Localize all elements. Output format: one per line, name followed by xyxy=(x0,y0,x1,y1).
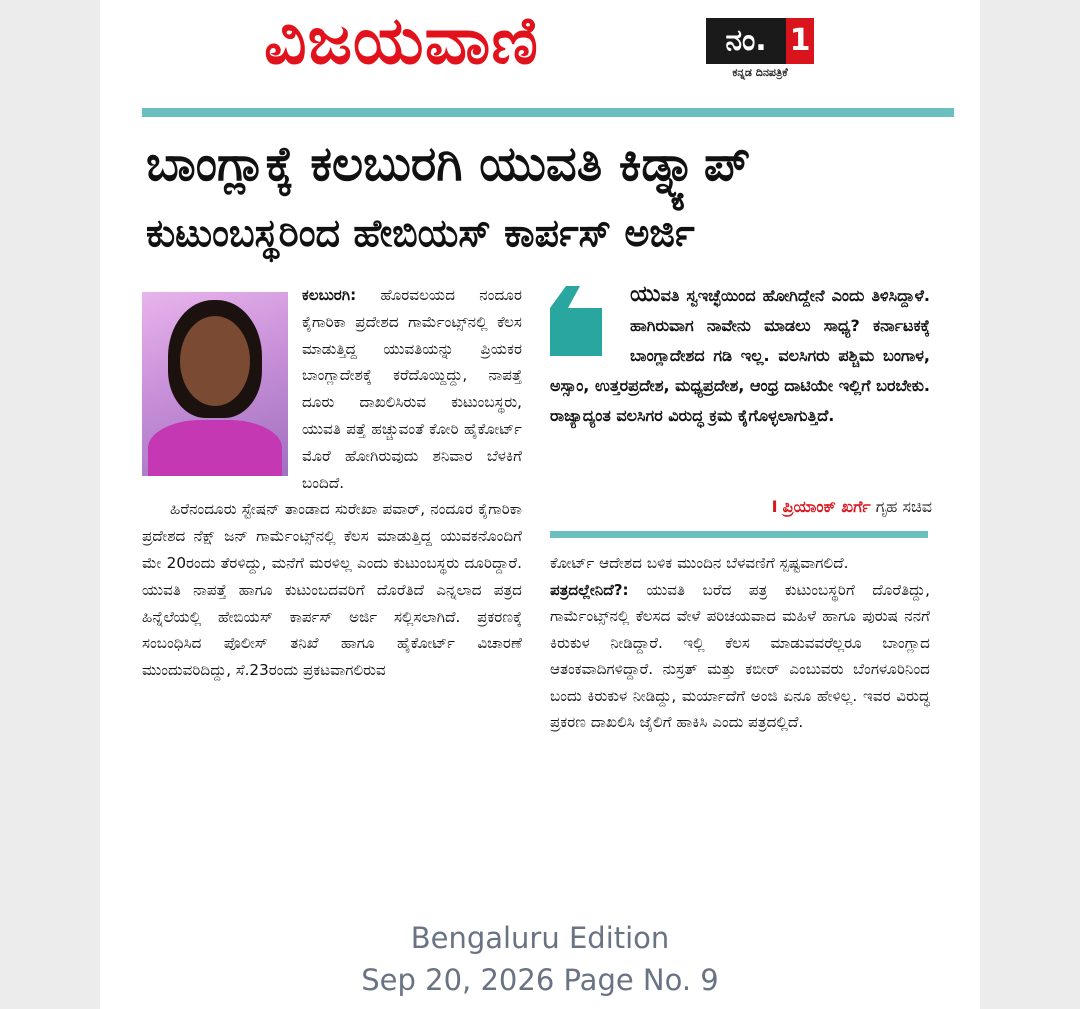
quote-text: ವತಿ ಸ್ವಇಚ್ಛೆಯಿಂದ ಹೋಗಿದ್ದೇನೆ ಎಂದು ತಿಳಿಸಿದ್ದಾಳೆ. ಹಾಗಿರುವಾಗ ನಾವೇನು ಮಾಡಲು ಸಾಧ್ಯ? ಕರ್ನಾಟಕಕ್ಕೆ ಬಾಂಗ್ಲಾದೇಶದ ಗಡಿ ಇಲ್ಲ. ವಲಸಿಗರು ಪಶ್ಚಿಮ ಬಂಗಾಳ, ಅಸ್ಸಾಂ, ಉತ್ತರಪ್ರದೇಶ, ಮಧ್ಯಪ್ರದೇಶ, ಆಂಧ್ರ ದಾಟಿಯೇ ಇಲ್ಲಿಗೆ ಬರಬೇಕು. ರಾಜ್ಯಾದ್ಯಂತ ವಲಸಿಗರ ವಿರುದ್ಧ ಕ್ರಮ ಕೈಗೊಳ್ಳಲಾಗುತ್ತಿದೆ. xyxy=(550,286,930,425)
article-headline: ಬಾಂಗ್ಲಾಕ್ಕೆ ಕಲಬುರಗಿ ಯುವತಿ ಕಿಡ್ನ್ಯಾಪ್ xyxy=(146,136,751,192)
dateline: ಕಲಬುರಗಿ: xyxy=(302,286,357,304)
badge-kannada: ನಂ. xyxy=(706,18,786,64)
paragraph-3: ಕೋರ್ಟ್ ಆದೇಶದ ಬಳಿಕ ಮುಂದಿನ ಬೆಳವಣಿಗೆ ಸ್ಪಷ್ಟವಾಗಲಿದೆ. xyxy=(550,554,849,572)
attribution-bar: I xyxy=(771,497,778,516)
paragraph-2: ಹಿರೆನಂದೂರು ಸ್ಟೇಷನ್ ತಾಂಡಾದ ಸುರೇಖಾ ಪವಾರ್, ನಂದೂರ ಕೈಗಾರಿಕಾ ಪ್ರದೇಶದ ನೆಕ್ಷ್ ಜನ್ ಗಾರ್ಮೆಂಟ್ಸ್‌ನಲ್ಲಿ ಕೆಲಸ ಮಾಡುತ್ತಿದ್ದ ಯುವಕನೊಂದಿಗೆ ಮೇ 20ರಂದು ತೆರಳಿದ್ದು, ಮನೆಗೆ ಮರಳಿಲ್ಲ ಎಂದು ಕುಟುಂಬಸ್ಥರು ದೂರಿದ್ದಾರೆ. ಯುವತಿ ನಾಪತ್ತೆ ಹಾಗೂ ಕುಟುಂಬದವರಿಗೆ ದೊರೆತಿದೆ ಎನ್ನಲಾದ ಪತ್ರದ ಹಿನ್ನೆಲೆಯಲ್ಲಿ ಹೇಬಿಯಸ್ ಕಾರ್ಪಸ್ ಅರ್ಜಿ ಸಲ್ಲಿಸಲಾಗಿದೆ. ಪ್ರಕರಣಕ್ಕೆ ಸಂಬಂಧಿಸಿದ ಪೊಲೀಸ್ ತನಿಖೆ ಹಾಗೂ ಹೈಕೋರ್ಟ್ ವಿಚಾರಣೆ ಮುಂದುವರಿದಿದ್ದು, ಸೆ.23ರಂದು ಪ್ರಕಟವಾಗಲಿರುವ xyxy=(142,500,522,680)
right-column xyxy=(550,550,930,885)
photo-face xyxy=(180,316,250,406)
number-one-badge xyxy=(706,18,814,80)
edition-label: Bengaluru Edition xyxy=(410,921,670,955)
paragraph-4: ಯುವತಿ ಬರೆದ ಪತ್ರ ಕುಟುಂಬಸ್ಥರಿಗೆ ದೊರೆತಿದ್ದು, ಗಾರ್ಮೆಂಟ್ಸ್‌ನಲ್ಲಿ ಕೆಲಸದ ವೇಳೆ ಪರಿಚಯವಾದ ಮಹಿಳೆ ಹಾಗೂ ಪುರುಷ ನನಗೆ ಕಿರುಕುಳ ನೀಡಿದ್ದಾರೆ. ಇಲ್ಲಿ ಕೆಲಸ ಮಾಡುವವರೆಲ್ಲರೂ ಬಾಂಗ್ಲಾದ ಆತಂಕವಾದಿಗಳಿದ್ದಾರೆ. ನುಸ್ರತ್ ಮತ್ತು ಕಬೀರ್ ಎಂಬುವರು ಬೆಂಗಳೂರಿನಿಂದ ಬಂದು ಕಿರುಕುಳ ನೀಡಿದ್ದು, ಮರ್ಯಾದೆಗೆ ಅಂಜಿ ಏನೂ ಹೇಳಿಲ್ಲ. ಇವರ ವಿರುದ್ಧ ಪ್ರಕರಣ ದಾಖಲಿಸಿ ಜೈಲಿಗೆ ಹಾಕಿಸಿ ಎಂದು ಪತ್ರದಲ್ಲಿದೆ. xyxy=(550,580,930,731)
top-divider xyxy=(142,108,954,117)
quote-divider xyxy=(550,531,928,538)
date-page-label: Sep 20, 2026 Page No. 9 xyxy=(361,963,719,997)
masthead-logo: ವಿಜಯವಾಣಿ xyxy=(264,2,540,79)
paragraph-1: ಹೊರವಲಯದ ನಂದೂರ ಕೈಗಾರಿಕಾ ಪ್ರದೇಶದ ಗಾರ್ಮೆಂಟ್ಸ್‌ನಲ್ಲಿ ಕೆಲಸ ಮಾಡುತ್ತಿದ್ದ ಯುವತಿಯನ್ನು ಪ್ರಿಯಕರ ಬಾಂಗ್ಲಾದೇಶಕ್ಕೆ ಕರೆದೊಯ್ದಿದ್ದು, ನಾಪತ್ತೆ ದೂರು ದಾಖಲಿಸಿರುವ ಕುಟುಂಬಸ್ಥರು, ಯುವತಿ ಪತ್ತೆ ಹಚ್ಚುವಂತೆ ಕೋರಿ ಹೈಕೋರ್ಟ್ ಮೊರೆ ಹೋಗಿರುವುದು ಶನಿವಾರ ಬೆಳಕಿಗೆ ಬಂದಿದೆ. xyxy=(302,286,522,492)
portrait-photo xyxy=(142,292,288,476)
article-subhead: ಕುಟುಂಬಸ್ಥರಿಂದ ಹೇಬಿಯಸ್ ಕಾರ್ಪಸ್ ಅರ್ಜಿ xyxy=(146,211,695,255)
quote-attribution xyxy=(660,494,932,520)
attribution-name: ಪ್ರಿಯಾಂಕ್ ಖರ್ಗೆ xyxy=(782,497,871,516)
photo-body xyxy=(148,420,282,476)
left-column xyxy=(142,282,522,882)
section-subtitle: ಪತ್ರದಲ್ಲೇನಿದೆ?: xyxy=(550,580,629,599)
quote-lead: ಯು xyxy=(630,282,661,307)
badge-subtitle: ಕನ್ನಡ ದಿನಪತ್ರಿಕೆ xyxy=(732,66,788,79)
badge-number: 1 xyxy=(786,18,814,64)
pull-quote xyxy=(550,280,930,431)
attribution-title: ಗೃಹ ಸಚಿವ xyxy=(875,497,932,516)
